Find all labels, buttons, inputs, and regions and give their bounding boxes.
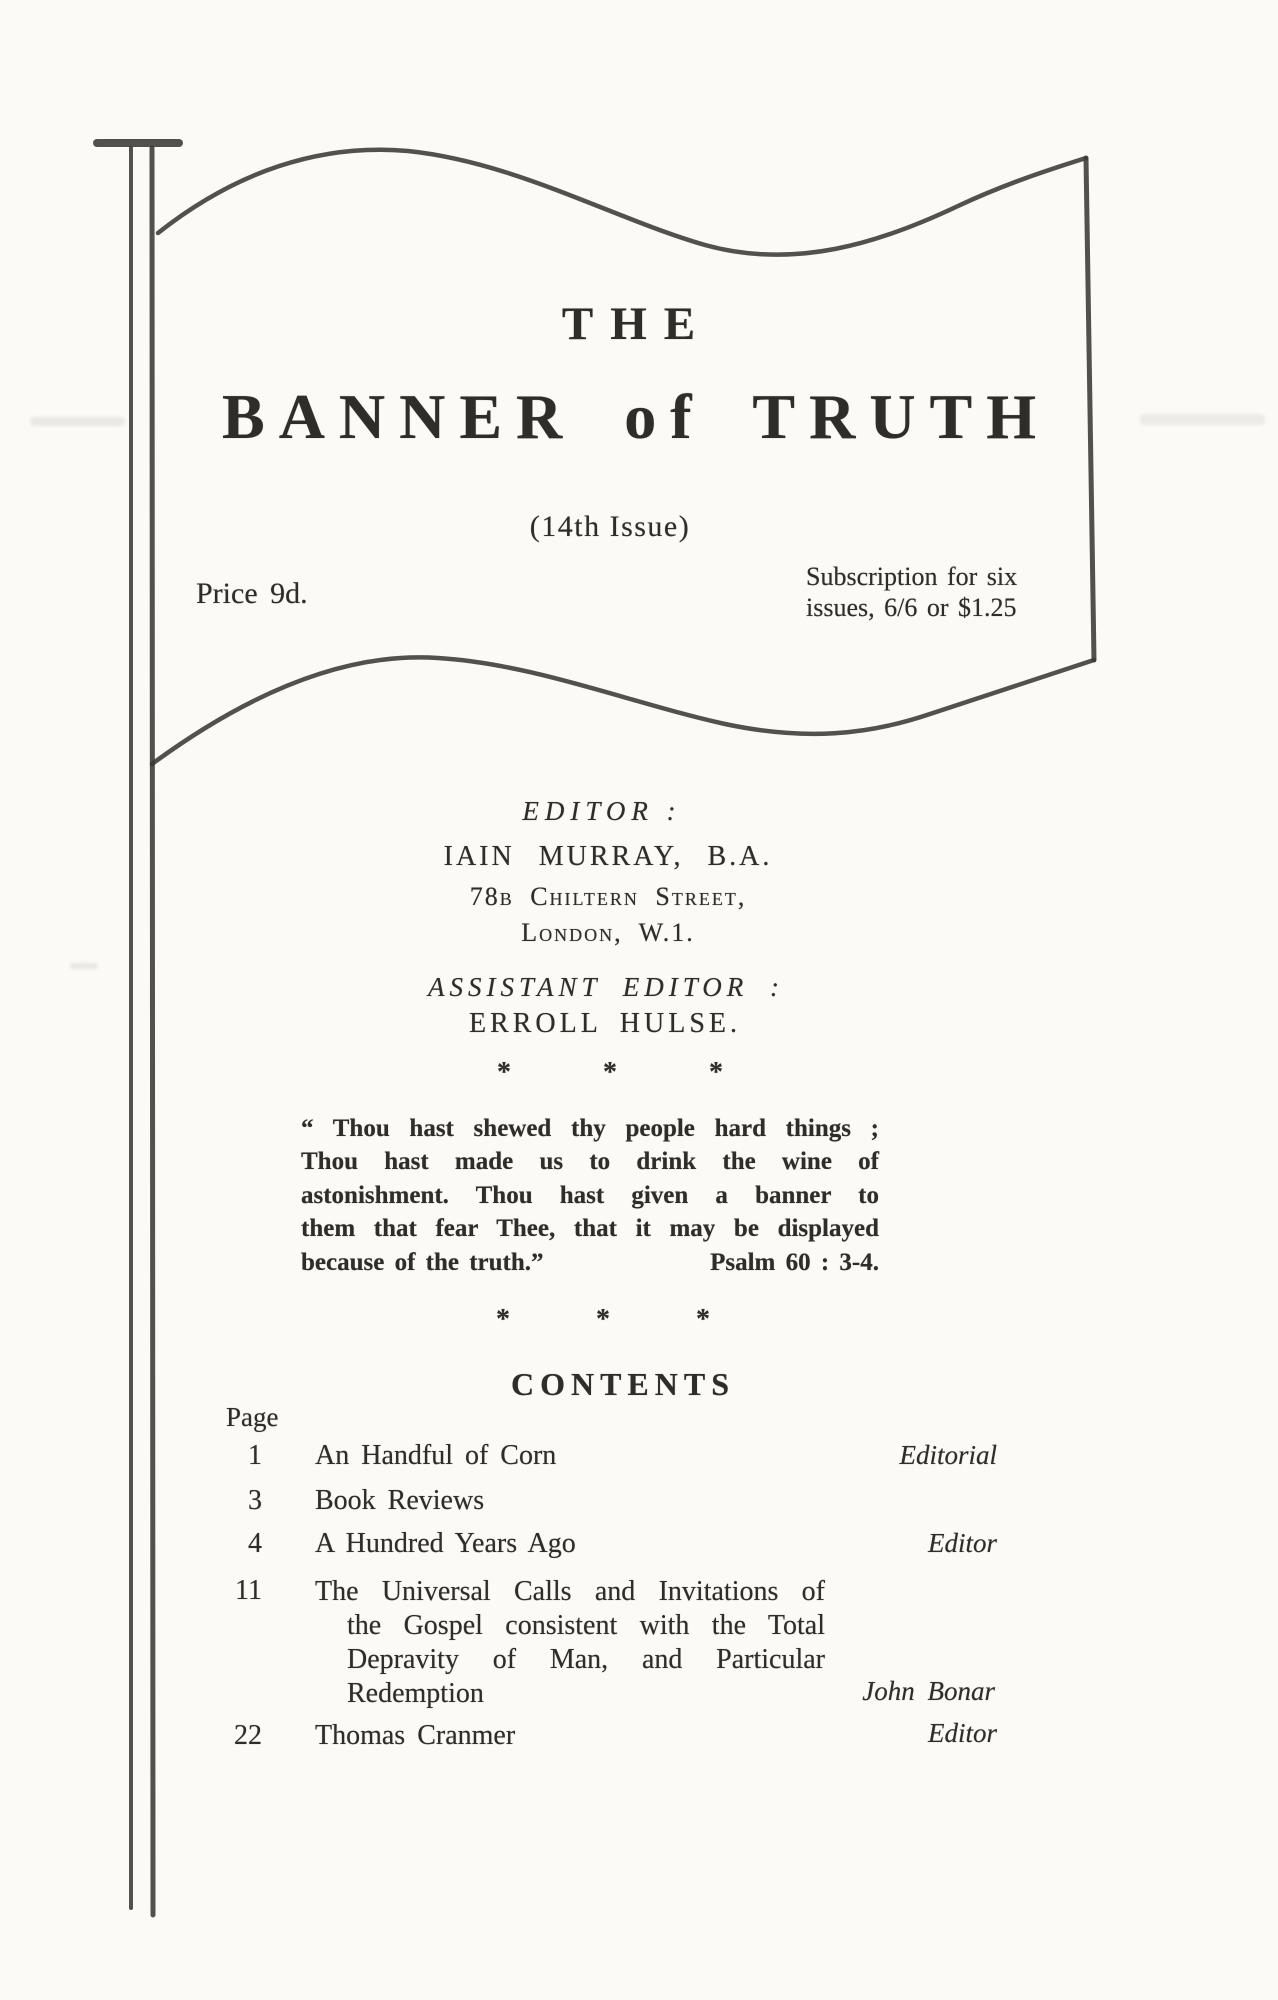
entry-author: John Bonar bbox=[862, 1676, 995, 1706]
entry-author: Editor bbox=[927, 1718, 997, 1748]
scripture-quote bbox=[301, 1112, 879, 1279]
quote-line: Thou hast made us to drink the wine of bbox=[301, 1148, 879, 1176]
assistant-editor-name: ERROLL HULSE. bbox=[468, 1008, 742, 1039]
entry-page-number: 1 bbox=[248, 1440, 262, 1471]
asterisk-separator bbox=[497, 1057, 723, 1089]
scan-artifact bbox=[1140, 414, 1265, 425]
masthead-title-line2: BANNER of TRUTH bbox=[222, 381, 1050, 452]
masthead-title-line1: THE bbox=[561, 298, 713, 350]
entry-title: Book Reviews bbox=[315, 1485, 485, 1516]
entry-author: Editor bbox=[927, 1528, 997, 1558]
entry-title: A Hundred Years Ago bbox=[315, 1528, 576, 1559]
subscription-note bbox=[806, 562, 1017, 623]
issue-label: (14th Issue) bbox=[529, 510, 691, 543]
assistant-editor-label: ASSISTANT EDITOR : bbox=[427, 972, 785, 1002]
entry-title-line: Redemption bbox=[347, 1678, 484, 1709]
contents-heading: CONTENTS bbox=[510, 1366, 736, 1402]
asterisk-glyph: * bbox=[497, 1057, 511, 1088]
quote-line: astonishment. Thou hast given a banner to bbox=[301, 1181, 879, 1209]
entry-title-line: the Gospel consistent with the Total bbox=[347, 1610, 825, 1641]
editor-address-line2: London, W.1. bbox=[521, 918, 695, 947]
asterisk-glyph: * bbox=[603, 1057, 617, 1088]
banner-bottom-edge bbox=[152, 657, 1094, 764]
entry-title: An Handful of Corn bbox=[315, 1440, 557, 1471]
scan-artifact bbox=[70, 963, 98, 969]
asterisk-glyph: * bbox=[709, 1057, 723, 1088]
entry-page-number: 4 bbox=[248, 1528, 262, 1559]
editor-name: IAIN MURRAY, B.A. bbox=[443, 841, 773, 872]
entry-title-line: Depravity of Man, and Particular bbox=[347, 1644, 825, 1675]
page-column-label: Page bbox=[226, 1402, 279, 1432]
price-label: Price 9d. bbox=[196, 577, 308, 610]
asterisk-glyph: * bbox=[596, 1304, 610, 1335]
entry-title bbox=[315, 1575, 825, 1711]
entry-page-number: 22 bbox=[234, 1720, 262, 1751]
subscription-line2: issues, 6/6 or $1.25 bbox=[806, 592, 1017, 622]
scan-artifact bbox=[30, 417, 125, 426]
entry-page-number: 11 bbox=[235, 1575, 262, 1606]
quote-closing: because of the truth.” bbox=[301, 1248, 544, 1276]
subscription-line1: Subscription for six bbox=[806, 562, 1018, 591]
entry-page-number: 3 bbox=[248, 1485, 262, 1516]
banner-top-edge bbox=[158, 150, 1086, 255]
asterisk-glyph: * bbox=[696, 1304, 710, 1335]
psalm-reference: Psalm 60 : 3-4. bbox=[710, 1248, 879, 1276]
asterisk-glyph: * bbox=[496, 1304, 510, 1335]
editor-label: EDITOR : bbox=[522, 796, 682, 826]
editor-address-line1: 78b Chiltern Street, bbox=[469, 882, 747, 911]
quote-line: “ Thou hast shewed thy people hard things ; bbox=[301, 1115, 879, 1142]
entry-title-line: The Universal Calls and Invitations of bbox=[315, 1576, 825, 1607]
quote-line: them that fear Thee, that it may be displayed bbox=[301, 1215, 879, 1243]
entry-author: Editorial bbox=[899, 1440, 997, 1470]
asterisk-separator bbox=[496, 1304, 710, 1336]
entry-title: Thomas Cranmer bbox=[315, 1720, 516, 1751]
